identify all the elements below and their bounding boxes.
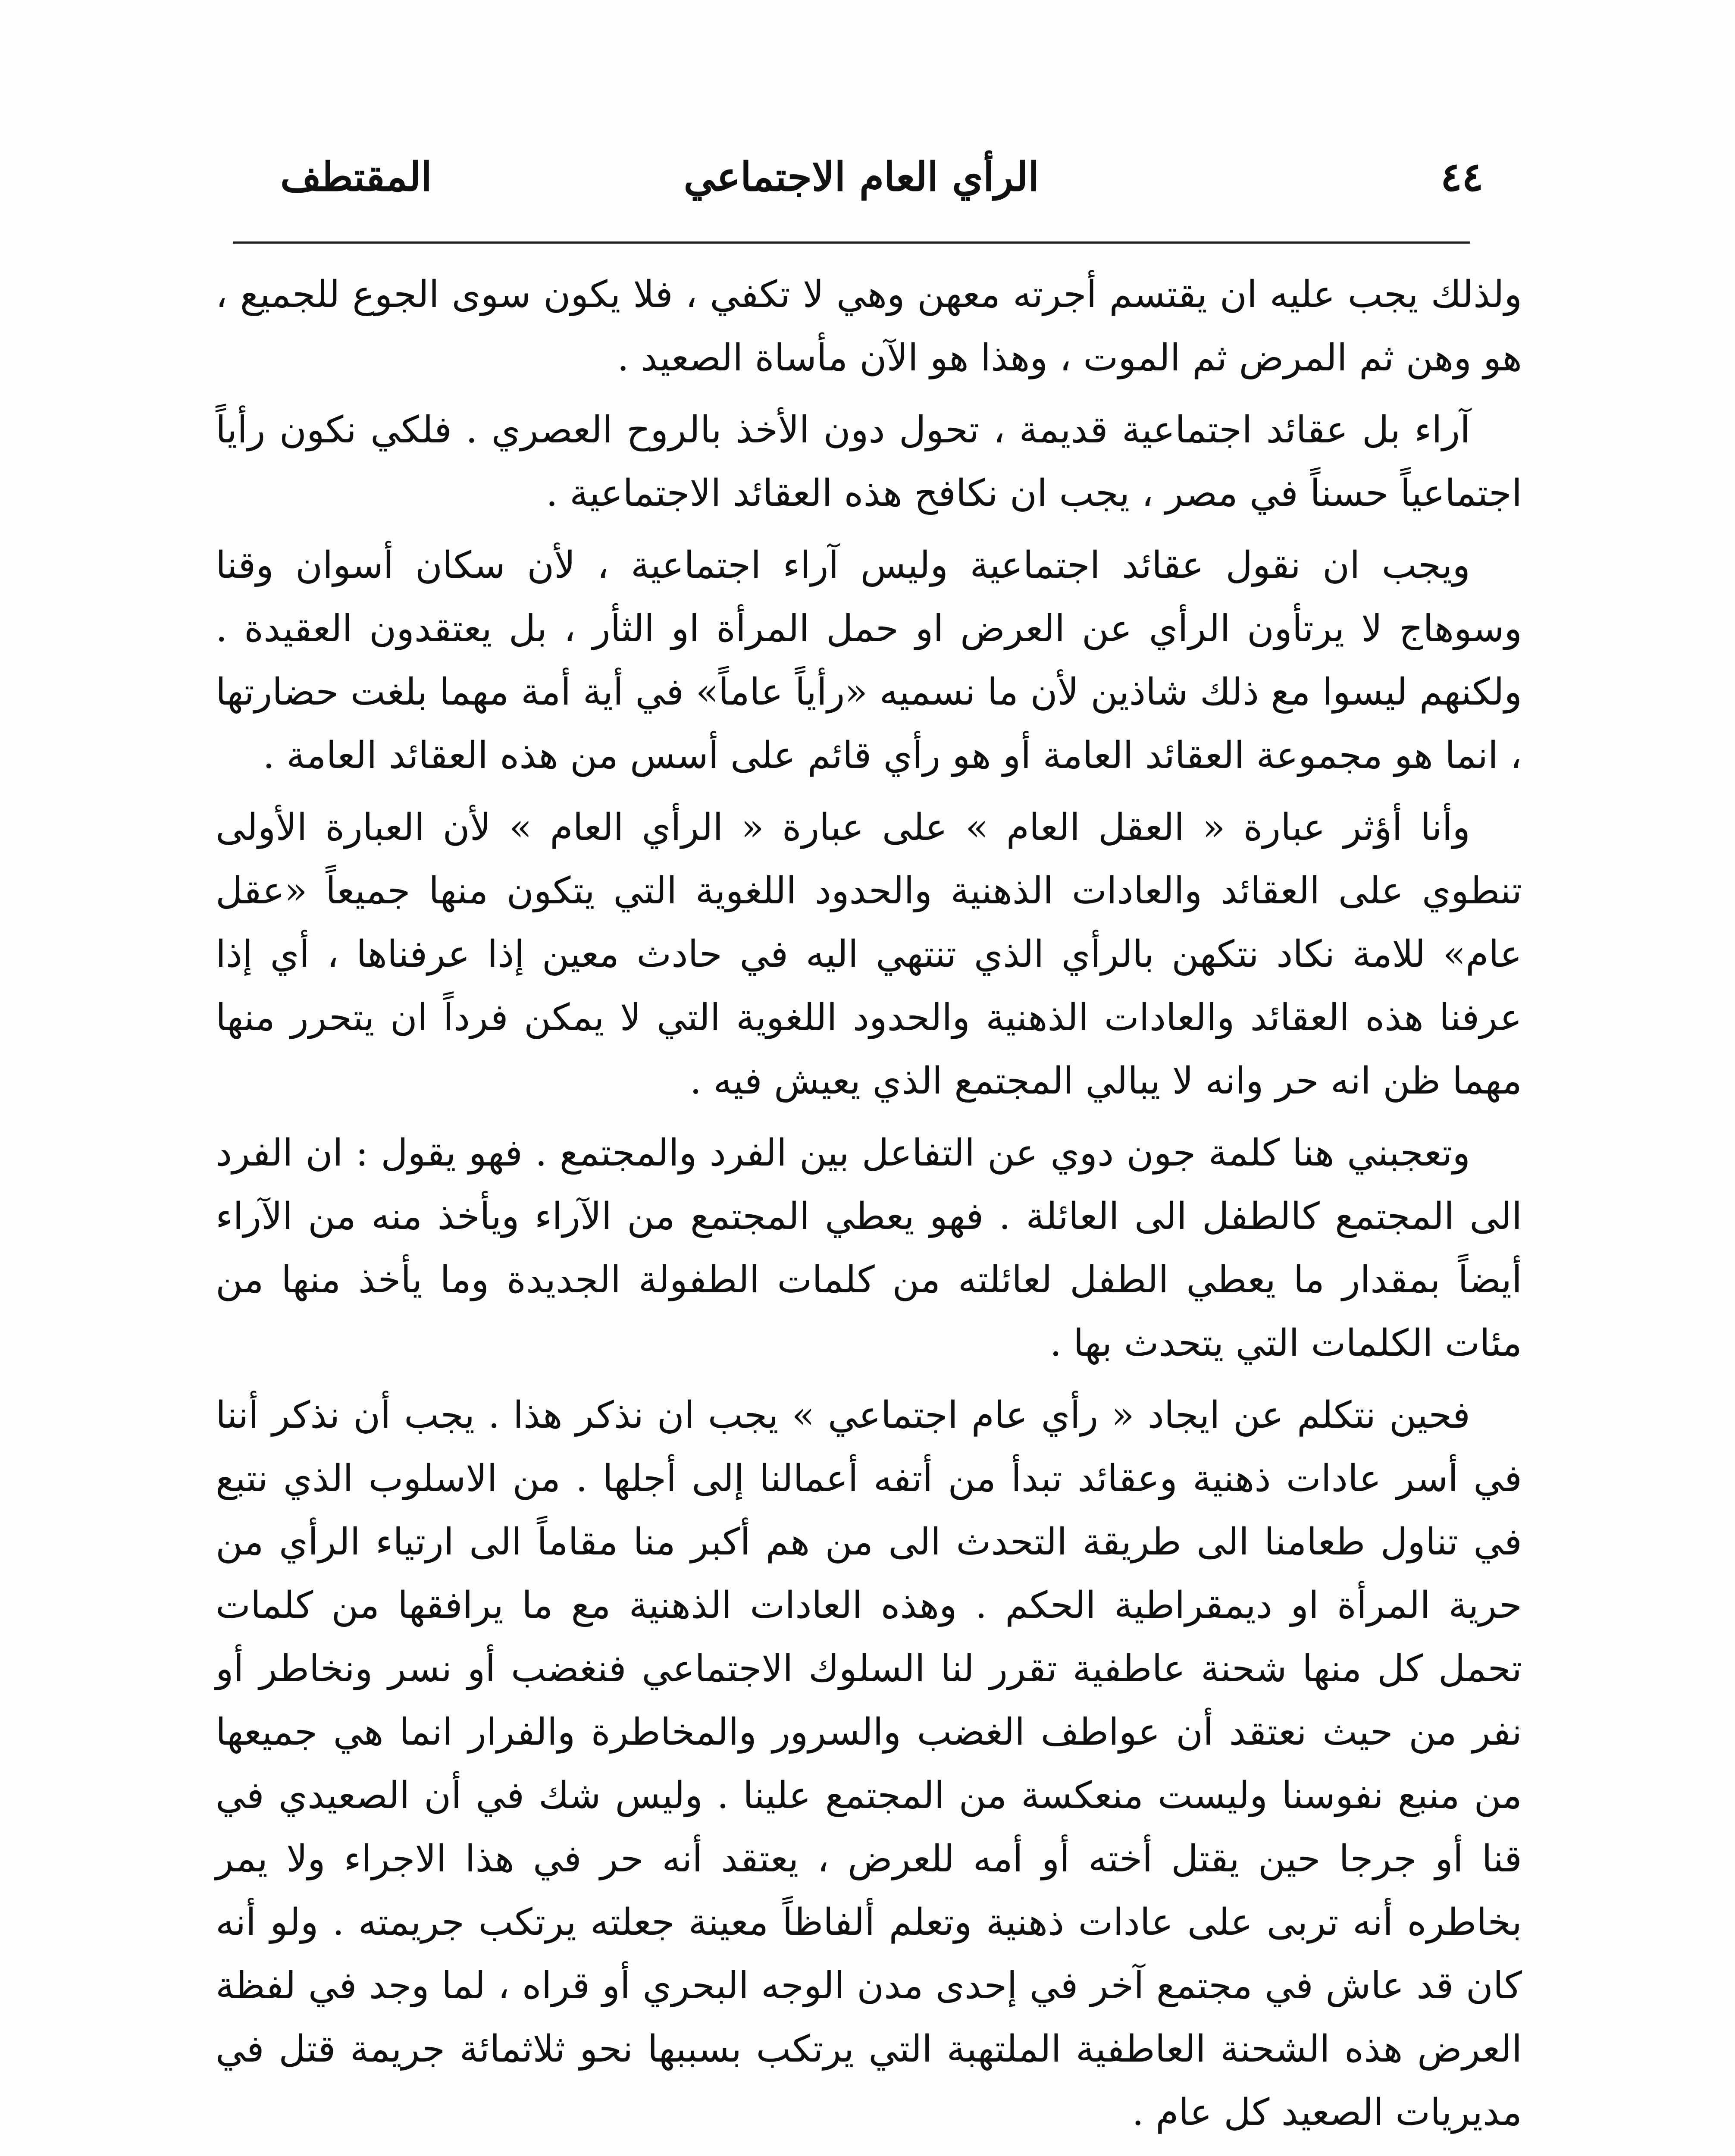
- paragraph: وأنا أؤثر عبارة « العقل العام » على عبارة « الرأي العام » لأن العبارة الأولى تنطوي على العقائد والعادات الذهنية والحدود اللغوية التي يتكون منها جميعاً «عقل عام» للامة نكاد نتكهن بالرأي الذي تنتهي اليه في حادث معين إذا عرفناها ، أي إذا عرفنا هذه العقائد والعادات الذهنية والحدود اللغوية التي لا يمكن فرداً ان يتحرر منها مهما ظن انه حر وانه لا يبالي المجتمع الذي يعيش فيه .: [216, 806, 1522, 1103]
- running-title: الرأي العام الاجتماعي: [683, 154, 1039, 200]
- paragraph: فحين نتكلم عن ايجاد « رأي عام اجتماعي » يجب ان نذكر هذا . يجب أن نذكر أننا في أسر عادات ذهنية وعقائد تبدأ من أتفه أعمالنا إلى أجلها . من الاسلوب الذي نتبع في تناول طعامنا الى طريقة التحدث الى من هم أكبر منا مقاماً الى ارتياء الرأي من حرية المرأة او ديمقراطية الحكم . وهذه العادات الذهنية مع ما يرافقها من كلمات تحمل كل منها شحنة عاطفية تقرر لنا السلوك الاجتماعي فنغضب أو نسر ونخاطر أو نفر من حيث نعتقد أن عواطف الغضب والسرور والمخاطرة والفرار انما هي جميعها من منبع نفوسنا وليست منعكسة من المجتمع علينا . وليس شك في أن الصعيدي في قنا أو جرجا حين يقتل أخته أو أمه للعرض ، يعتقد أنه حر في هذا الاجراء ولا يمر بخاطره أنه تربى على عادات ذهنية وتعلم ألفاظاً معينة جعلته يرتكب جريمته . ولو أنه كان قد عاش في مجتمع آخر في إحدى مدن الوجه البحري أو قراه ، لما وجد في لفظة العرض هذه الشحنة العاطفية الملتهبة التي يرتكب بسببها نحو ثلاثمائة جريمة قتل في مديريات الصعيد كل عام .: [216, 1394, 1522, 2134]
- paragraph: ويجب ان نقول عقائد اجتماعية وليس آراء اجتماعية ، لأن سكان أسوان وقنا وسوهاج لا يرتأون الرأي عن العرض او حمل المرأة او الثأر ، بل يعتقدون العقيدة . ولكنهم ليسوا مع ذلك شاذين لأن ما نسميه «رأياً عاماً» في أية أمة مهما بلغت حضارتها ، انما هو مجموعة العقائد العامة أو هو رأي قائم على أسس من هذه العقائد العامة .: [216, 544, 1522, 777]
- paragraph: وتعجبني هنا كلمة جون دوي عن التفاعل بين الفرد والمجتمع . فهو يقول : ان الفرد الى المجتمع كالطفل الى العائلة . فهو يعطي المجتمع من الآراء ويأخذ منه من الآراء أيضاً بمقدار ما يعطي الطفل لعائلته من كلمات الطفولة الجديدة وما يأخذ منها من مئات الكلمات التي يتحدث بها .: [216, 1131, 1522, 1365]
- paragraph: آراء بل عقائد اجتماعية قديمة ، تحول دون الأخذ بالروح العصري . فلكي نكون رأياً اجتماعياً حسناً في مصر ، يجب ان نكافح هذه العقائد الاجتماعية .: [216, 408, 1522, 515]
- header-rule: [233, 241, 1470, 244]
- running-header: [216, 142, 1483, 211]
- page-number: ٤٤: [1441, 154, 1483, 200]
- paragraph: ولذلك يجب عليه ان يقتسم أجرته معهن وهي لا تكفي ، فلا يكون سوى الجوع للجميع ، هو وهن ثم المرض ثم الموت ، وهذا هو الآن مأساة الصعيد .: [216, 273, 1522, 379]
- journal-name: المقتطف: [280, 154, 432, 200]
- article-body: [216, 263, 1522, 2153]
